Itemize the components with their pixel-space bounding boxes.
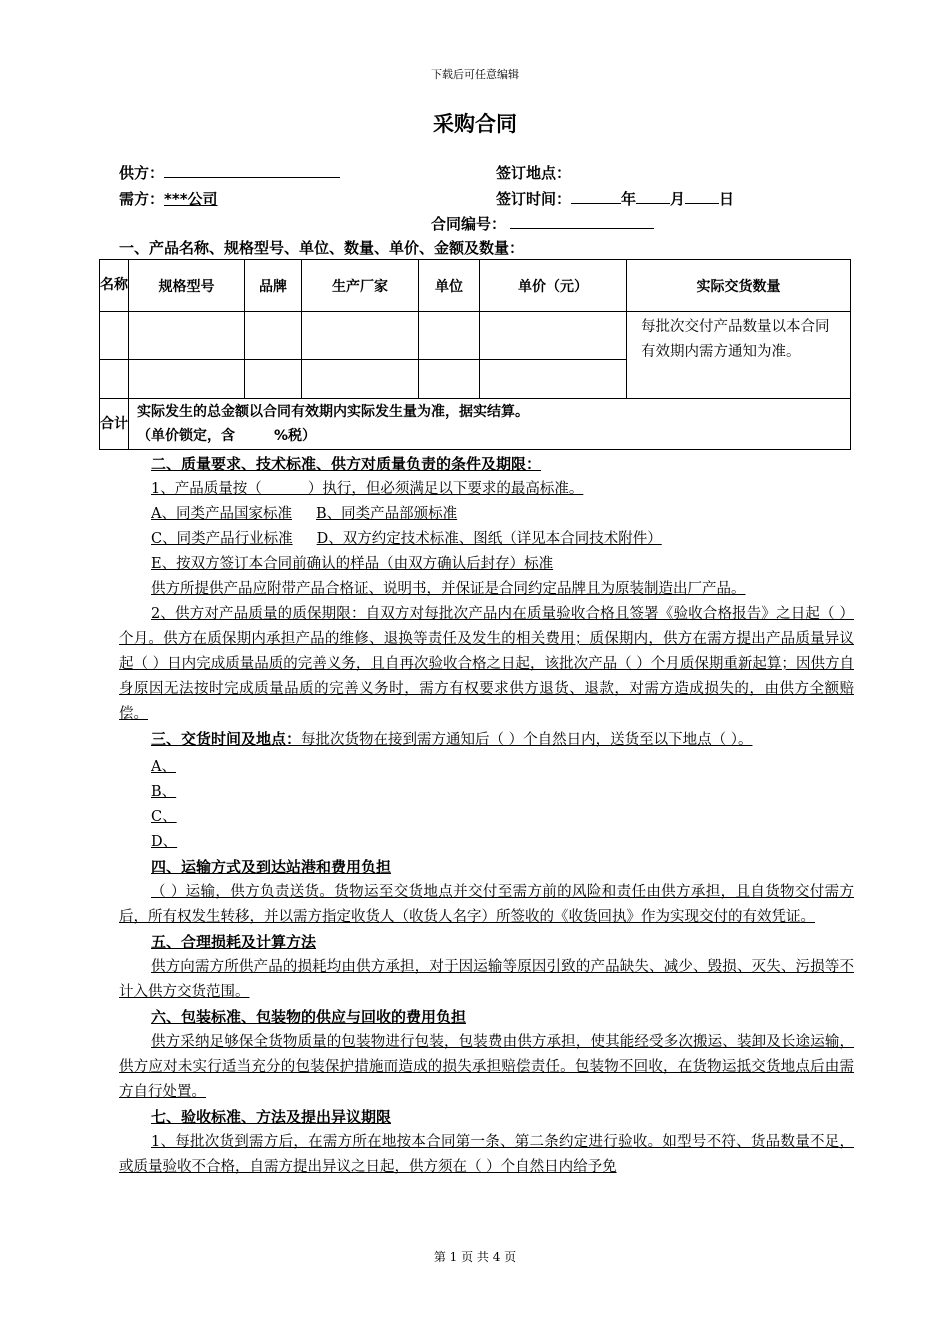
section1-title: 一、产品名称、规格型号、单位、数量、单价、金额及数量：	[119, 239, 525, 257]
s5-title: 五、合理损耗及计算方法	[151, 933, 317, 951]
page-footer: 第 1 页 共 4 页	[433, 1250, 517, 1264]
total-row	[100, 399, 851, 450]
s2-ab-row	[119, 502, 854, 527]
sign-time-row	[496, 188, 734, 209]
s7-title: 七、验收标准、方法及提出异议期限	[151, 1108, 392, 1126]
s2-title: 二、质量要求、技术标准、供方对质量负责的条件及期限：	[151, 455, 542, 473]
s5-text: 供方向需方所供产品的损耗均由供方承担，对于因运输等原因引致的产品缺失、减少、毁损、灭失、污损等不计入供方交货范围。	[119, 959, 854, 1000]
s3-title: 三、交货时间及地点：	[151, 730, 302, 748]
s3-item-c: C、	[151, 809, 177, 825]
table-cell	[245, 360, 302, 399]
contract-no-blank	[510, 213, 654, 229]
s2-e: E、按双方签订本合同前确认的样品（由双方确认后封存）标准	[151, 556, 554, 572]
table-cell	[100, 360, 129, 399]
table-cell	[245, 312, 302, 360]
header-price: 单价（元）	[480, 260, 627, 312]
s2-line2: 供方所提供产品应附带产品合格证、说明书，并保证是合同约定品牌且为原装制造出厂产品。	[151, 581, 746, 597]
table-cell	[302, 360, 419, 399]
table-cell	[480, 312, 627, 360]
sign-time-label: 签订时间：	[496, 190, 572, 208]
contract-body	[119, 452, 854, 1180]
table-cell	[100, 312, 129, 360]
table-cell	[419, 312, 480, 360]
header-note: 下载后可任意编辑	[431, 68, 519, 81]
s2-c: C、同类产品行业标准	[151, 531, 293, 547]
table-cell	[129, 360, 245, 399]
s2-a: A、同类产品国家标准	[151, 506, 292, 522]
page-title: 采购合同	[433, 112, 517, 136]
s2-cd-row	[119, 527, 854, 552]
year-label: 年	[621, 190, 637, 208]
s3-item-d: D、	[151, 834, 178, 850]
buyer-label: 需方：	[119, 190, 165, 208]
total-line-1: 实际发生的总金额以合同有效期内实际发生量为准，据实结算。	[137, 404, 529, 420]
table-cell	[419, 360, 480, 399]
s3-item-b: B、	[151, 784, 177, 800]
delivery-note: 每批次交付产品数量以本合同有效期内需方通知为准。	[627, 312, 851, 399]
product-table	[99, 259, 851, 450]
table-row	[100, 312, 851, 360]
s2-d: D、双方约定技术标准、图纸（详见本合同技术附件）	[316, 531, 662, 547]
buyer-row	[119, 188, 224, 209]
s6-text: 供方采纳足够保全货物质量的包装物进行包装，包装费由供方承担，使其能经受多次搬运、装卸及长途运输，供方应对未实行适当充分的包装保护措施而造成的损失承担赔偿责任。包装物不回收，在货物运抵交货地点后由需方自行处置。	[119, 1034, 854, 1100]
total-cell	[129, 399, 851, 450]
month-blank	[636, 188, 670, 204]
header-qty: 实际交货数量	[627, 260, 851, 312]
table-header-row	[100, 260, 851, 312]
day-blank	[685, 188, 719, 204]
total-line-2: （单价锁定，含 %税）	[137, 428, 317, 444]
s7-text: 1、每批次货到需方后，在需方所在地按本合同第一条、第二条约定进行验收。如型号不符、货品数量不足，或质量验收不合格，自需方提出异议之日起，供方须在（ ）个自然日内给予免	[119, 1134, 854, 1175]
contract-no-label: 合同编号：	[431, 215, 507, 233]
header-unit: 单位	[419, 260, 480, 312]
month-label: 月	[670, 190, 686, 208]
s4-text: （ ）运输，供方负责送货。货物运至交货地点并交付至需方前的风险和责任由供方承担，且自货物交付需方后，所有权发生转移，并以需方指定收货人（收货人名字）所签收的《收货回执》作为实现交付的有效凭证。	[119, 884, 854, 925]
s3-paragraph	[119, 727, 854, 753]
supplier-label: 供方：	[119, 164, 165, 182]
s3-item-a: A、	[151, 759, 176, 775]
table-cell	[302, 312, 419, 360]
header-brand: 品牌	[245, 260, 302, 312]
total-label: 合计	[100, 399, 129, 450]
supplier-blank	[164, 162, 340, 178]
s6-title: 六、包装标准、包装物的供应与回收的费用负担	[151, 1008, 467, 1026]
table-cell	[129, 312, 245, 360]
supplier-row	[119, 162, 340, 183]
contract-no-row	[431, 213, 654, 234]
s4-title: 四、运输方式及到达站港和费用负担	[151, 858, 392, 876]
s2-b: B、同类产品部颁标准	[315, 506, 458, 522]
table-cell	[480, 360, 627, 399]
s2-line3: 2、供方对产品质量的质保期限：自双方对每批次产品内在质量验收合格且签署《验收合格报告》之日起（ ）个月。供方在质保期内承担产品的维修、退换等责任及发生的相关费用；质保期内，供方在需方提出产品质量异议起（ ）日内完成质量品质的完善义务，且自再次验收合格之日起，该批次产品（ ）个月质保期重新起算；因供方自身原因无法按时完成质量品质的完善义务时，需方有权要求供方退货、退款，对需方造成损失的，由供方全额赔偿。	[119, 606, 854, 722]
sign-place-label: 签订地点：	[496, 164, 572, 182]
header-spec: 规格型号	[129, 260, 245, 312]
day-label: 日	[719, 190, 735, 208]
s2-line1: 1、产品质量按（ ）执行，但必须满足以下要求的最高标准。	[151, 481, 584, 497]
header-name: 名称	[100, 260, 129, 312]
s3-text: 每批次货物在接到需方通知后（ ）个自然日内，送货至以下地点（ ）。	[301, 732, 753, 748]
header-maker: 生产厂家	[302, 260, 419, 312]
buyer-value: ***公司	[164, 190, 218, 208]
year-blank	[571, 188, 621, 204]
